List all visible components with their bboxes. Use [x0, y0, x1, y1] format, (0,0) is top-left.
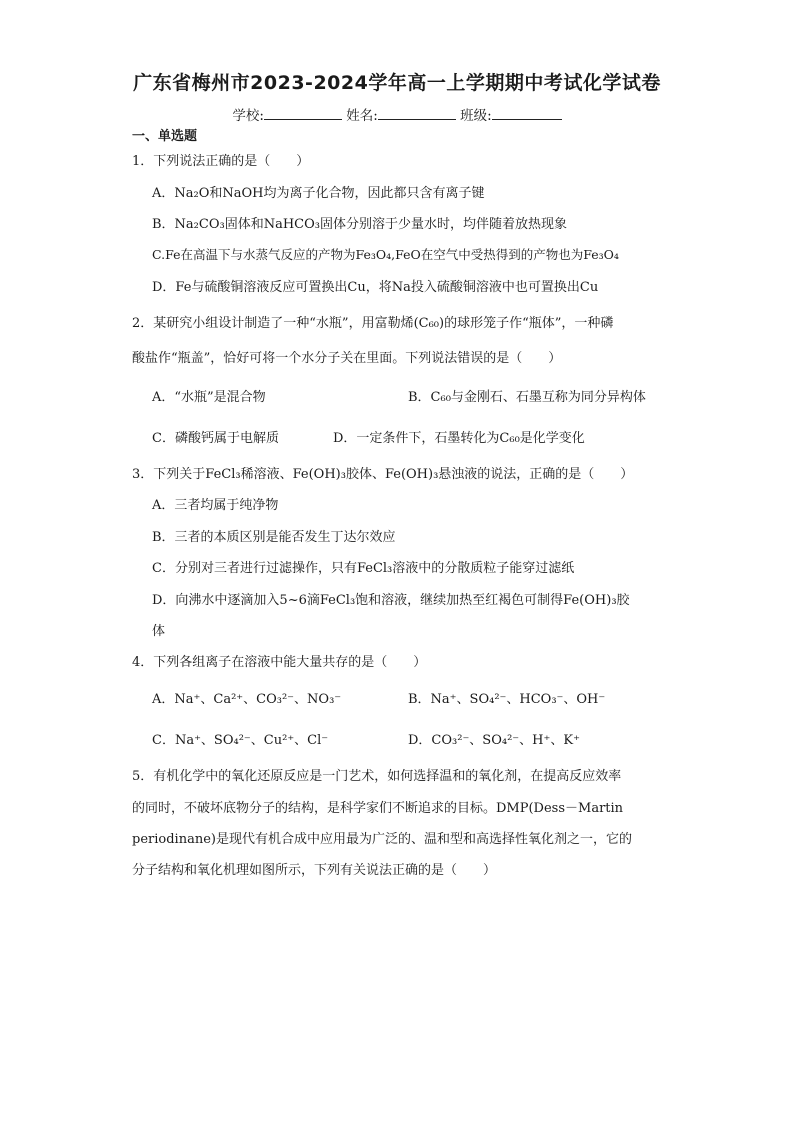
- question-2-option-a: A．“水瓶”是混合物: [152, 390, 266, 405]
- school-label: 学校:: [232, 108, 264, 124]
- class-label: 班级:: [460, 108, 492, 124]
- question-1-option-d: D．Fe与硫酸铜溶液反应可置换出Cu，将Na投入硫酸铜溶液中也可置换出Cu: [152, 280, 599, 295]
- question-3-option-d-line-2: 体: [152, 624, 166, 639]
- question-5-stem-line-3: periodinane)是现代有机合成中应用最为广泛的、温和型和高选择性氧化剂之一，它的: [132, 832, 632, 847]
- question-2-stem-line-2: 酸盐作“瓶盖”，恰好可将一个水分子关在里面。下列说法错误的是（ ）: [132, 351, 562, 366]
- student-info-line: [0, 104, 794, 124]
- question-2-stem-line-1: 2．某研究小组设计制造了一种“水瓶”，用富勒烯(C₆₀)的球形笼子作“瓶体”，一种磷: [132, 316, 614, 331]
- question-1-stem: 1．下列说法正确的是（ ）: [132, 154, 310, 169]
- name-label: 姓名:: [346, 108, 378, 124]
- question-4-stem: 4．下列各组离子在溶液中能大量共存的是（ ）: [132, 655, 427, 670]
- school-blank[interactable]: [264, 105, 342, 120]
- question-4-option-d: D．CO₃²⁻、SO₄²⁻、H⁺、K⁺: [408, 733, 580, 748]
- question-3-option-d-line-1: D．向沸水中逐滴加入5~6滴FeCl₃饱和溶液，继续加热至红褐色可制得Fe(OH)₃胶: [152, 593, 630, 608]
- question-4-option-c: C．Na⁺、SO₄²⁻、Cu²⁺、Cl⁻: [152, 733, 329, 748]
- section-heading: 一、单选题: [132, 129, 198, 144]
- question-3-option-a: A．三者均属于纯净物: [152, 498, 279, 513]
- question-2-option-b: B．C₆₀与金刚石、石墨互称为同分异构体: [408, 390, 646, 405]
- question-1-option-c: C.Fe在高温下与水蒸气反应的产物为Fe₃O₄,FeO在空气中受热得到的产物也为Fe₃O₄: [152, 247, 619, 262]
- question-3-stem: 3．下列关于FeCl₃稀溶液、Fe(OH)₃胶体、Fe(OH)₃悬浊液的说法，正确的是（ ）: [132, 467, 634, 482]
- question-1-option-a: A．Na₂O和NaOH均为离子化合物，因此都只含有离子键: [152, 186, 485, 201]
- question-5-stem-line-2: 的同时，不破坏底物分子的结构，是科学家们不断追求的目标。DMP(Dess－Martin: [132, 801, 624, 816]
- question-3-option-c: C．分别对三者进行过滤操作，只有FeCl₃溶液中的分散质粒子能穿过滤纸: [152, 561, 575, 576]
- class-blank[interactable]: [492, 105, 562, 120]
- name-blank[interactable]: [378, 105, 456, 120]
- question-3-option-b: B．三者的本质区别是能否发生丁达尔效应: [152, 530, 396, 545]
- question-4-option-a: A．Na⁺、Ca²⁺、CO₃²⁻、NO₃⁻: [152, 692, 342, 707]
- question-5-stem-line-1: 5．有机化学中的氧化还原反应是一门艺术，如何选择温和的氧化剂，在提高反应效率: [132, 769, 622, 784]
- question-2-option-c: C．磷酸钙属于电解质: [152, 431, 279, 446]
- question-5-stem-line-4: 分子结构和氧化机理如图所示，下列有关说法正确的是（ ）: [132, 863, 497, 878]
- exam-title: 广东省梅州市2023-2024学年高一上学期期中考试化学试卷: [133, 72, 661, 94]
- question-2-option-d: D．一定条件下，石墨转化为C₆₀是化学变化: [333, 431, 585, 446]
- question-1-option-b: B．Na₂CO₃固体和NaHCO₃固体分别溶于少量水时，均伴随着放热现象: [152, 217, 567, 232]
- question-4-option-b: B．Na⁺、SO₄²⁻、HCO₃⁻、OH⁻: [408, 692, 606, 707]
